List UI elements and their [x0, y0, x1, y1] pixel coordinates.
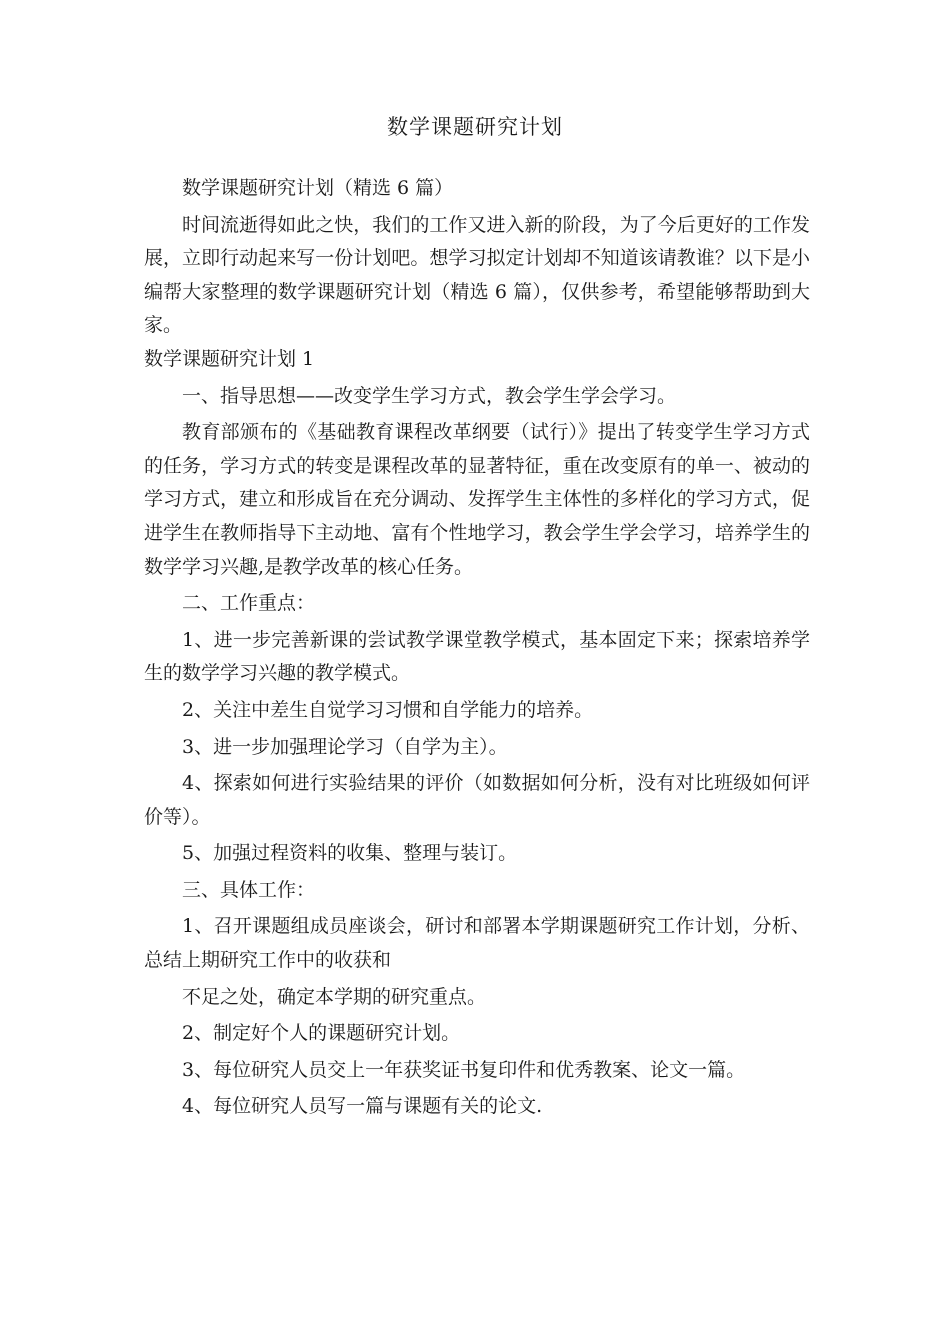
specific-work-item-2: 2、制定好个人的课题研究计划。 [182, 1022, 461, 1045]
specific-work-item-1: 1、召开课题组成员座谈会，研讨和部署本学期课题研究工作计划，分析、总结上期研究工作中的收获和 [144, 915, 810, 972]
specific-work-item-3: 3、每位研究人员交上一年获奖证书复印件和优秀教案、论文一篇。 [182, 1058, 746, 1081]
intro-paragraph: 时间流逝得如此之快，我们的工作又进入新的阶段，为了今后更好的工作发展，立即行动起来写一份计划吧。想学习拟定计划却不知道该请教谁？以下是小编帮大家整理的数学课题研究计划（精选 6 篇），仅供参考，希望能够帮助到大家。 [144, 213, 810, 337]
document-body [144, 172, 810, 1124]
specific-work-item-4: 4、每位研究人员写一篇与课题有关的论文. [182, 1095, 543, 1118]
key-work-item-4: 4、探索如何进行实验结果的评价（如数据如何分析，没有对比班级如何评价等）。 [144, 772, 810, 828]
key-work-item-3: 3、进一步加强理论学习（自学为主）。 [182, 735, 508, 758]
guiding-principle-paragraph: 教育部颁布的《基础教育课程改革纲要（试行）》提出了转变学生学习方式的任务，学习方式的转变是课程改革的显著特征，重在改变原有的单一、被动的学习方式，建立和形成旨在充分调动、发挥学生主体性的多样化的学习方式，促进学生在教师指导下主动地、富有个性地学习，教会学生学会学习，培养学生的数学学习兴趣,是教学改革的核心任务。 [144, 421, 810, 578]
specific-work-item-1-continued: 不足之处，确定本学期的研究重点。 [182, 985, 487, 1008]
section-heading-plan-1: 数学课题研究计划 1 [144, 347, 315, 370]
key-work-heading: 二、工作重点： [182, 592, 316, 615]
key-work-item-5: 5、加强过程资料的收集、整理与装订。 [182, 842, 518, 865]
subtitle-paragraph: 数学课题研究计划（精选 6 篇） [182, 177, 454, 199]
key-work-item-2: 2、关注中差生自觉学习习惯和自学能力的培养。 [182, 698, 594, 721]
specific-work-heading: 三、具体工作： [182, 878, 316, 901]
guiding-principle-heading: 一、指导思想——改变学生学习方式，教会学生学会学习。 [182, 384, 677, 407]
document-title: 数学课题研究计划 [387, 115, 563, 139]
key-work-item-1: 1、进一步完善新课的尝试教学课堂教学模式，基本固定下来；探索培养学生的数学学习兴趣的教学模式。 [144, 628, 810, 685]
